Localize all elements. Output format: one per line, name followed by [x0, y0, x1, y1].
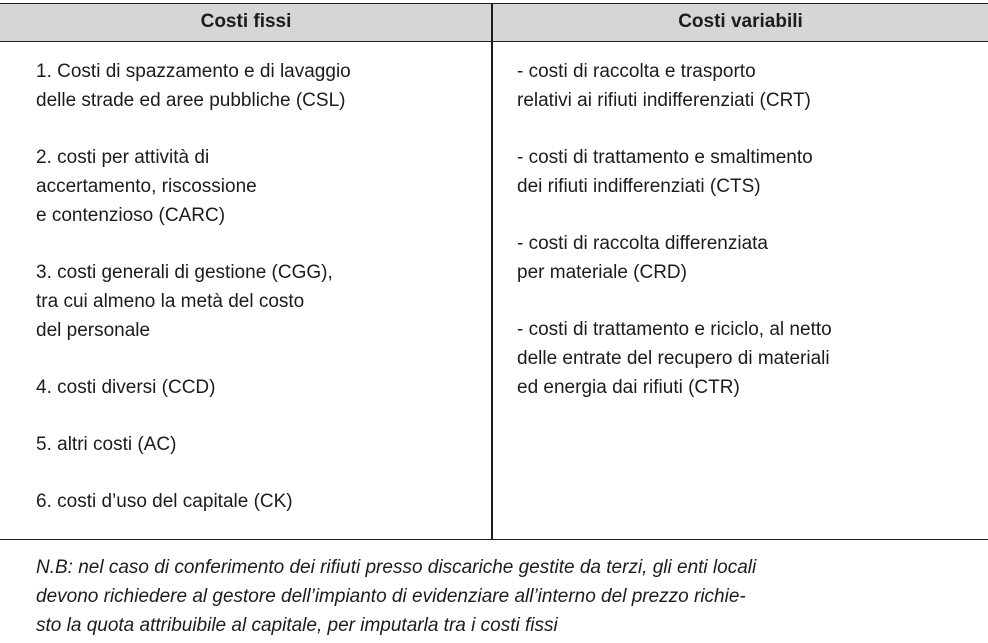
fixed-cost-item: 3. costi generali di gestione (CGG), tra cui almeno la metà del costo del personale: [36, 262, 333, 341]
header-fixed-costs: Costi fissi: [200, 11, 292, 32]
header-variable-costs: Costi variabili: [678, 11, 803, 32]
fixed-costs-column: [36, 57, 476, 544]
variable-costs-column: [517, 57, 977, 430]
fixed-cost-item: 5. altri costi (AC): [36, 434, 177, 455]
footnote: N.B: nel caso di conferimento dei rifiuti presso discariche gestite da terzi, gli enti locali devono richiedere al gestore dell’impianto di evidenziare all’interno del prezzo richie- sto la quota attribuibile al capitale, per imputarla tra i costi fissi: [36, 557, 757, 636]
fixed-cost-item: 6. costi d’uso del capitale (CK): [36, 491, 293, 512]
fixed-cost-item: 2. costi per attività di accertamento, riscossione e contenzioso (CARC): [36, 147, 257, 226]
fixed-cost-item: 1. Costi di spazzamento e di lavaggio delle strade ed aree pubbliche (CSL): [36, 61, 351, 111]
variable-cost-item: - costi di trattamento e smaltimento dei rifiuti indifferenziati (CTS): [517, 147, 813, 197]
column-divider: [491, 3, 493, 539]
variable-cost-item: - costi di trattamento e riciclo, al netto delle entrate del recupero di materiali ed energia dai rifiuti (CTR): [517, 319, 832, 398]
variable-cost-item: - costi di raccolta e trasporto relativi ai rifiuti indifferenziati (CRT): [517, 61, 811, 111]
fixed-cost-item: 4. costi diversi (CCD): [36, 377, 216, 398]
cost-table: [0, 3, 988, 540]
variable-cost-item: - costi di raccolta differenziata per materiale (CRD): [517, 233, 768, 283]
table-header: [0, 3, 988, 42]
